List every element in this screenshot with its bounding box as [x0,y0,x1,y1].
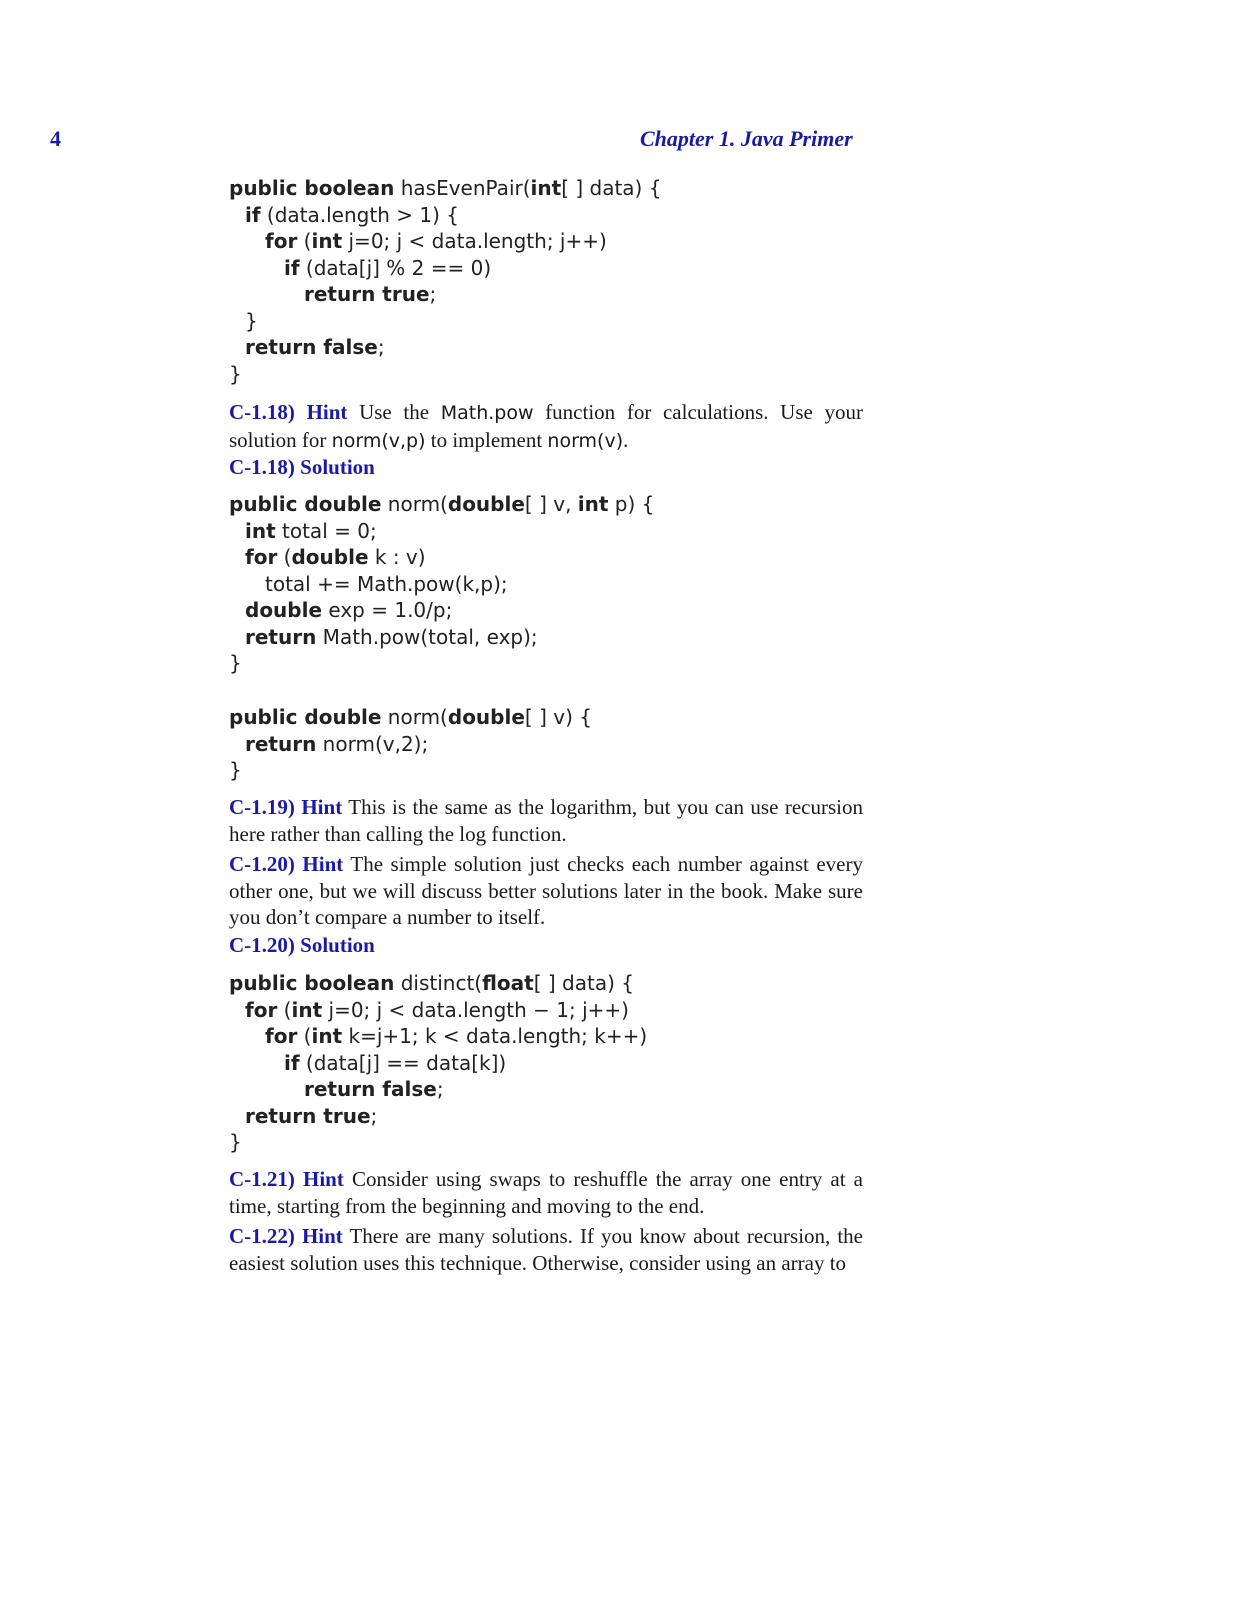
solution-c-1-18 [229,454,863,481]
code-line: int total = 0; [245,518,377,543]
code-line: return true; [245,1103,378,1128]
code-line: if (data[j] == data[k]) [284,1050,507,1075]
hint-c-1-18: C-1.18) Hint Use the Math.pow function for calculations. Use your solution for norm(v,p) to implement norm(v). [229,400,863,452]
code-line: } [245,308,258,333]
hint-c-1-22: C-1.22) Hint There are many solutions. If you know about recursion, the easiest solution uses this technique. Otherwise, consider using an array to [229,1224,863,1275]
code-line: public double norm(double[ ] v, int p) { [229,492,655,516]
code-line: } [229,361,242,386]
code-line: if (data[j] % 2 == 0) [284,255,492,280]
code-line: return Math.pow(total, exp); [245,624,538,649]
code-line: public double norm(double[ ] v) { [229,705,592,729]
code-line: return norm(v,2); [245,731,429,756]
code-line: } [229,758,242,782]
code-block-norm-v [229,704,592,784]
hint-c-1-20: C-1.20) Hint The simple solution just checks each number against every other one, but we will discuss better solutions later in the book. Make sure you don’t compare a number to itself. [229,852,863,929]
solution-label: C-1.18) Solution [229,455,375,479]
code-block-has-even-pair [229,175,661,387]
code-line: } [229,1130,242,1154]
hint-label: C-1.21) Hint [229,1167,344,1191]
code-line: for (double k : v) [245,545,426,569]
code-block-norm-p [229,491,654,677]
code-line: total += Math.pow(k,p); [265,571,508,596]
code-line: public boolean hasEvenPair(int[ ] data) { [229,176,662,200]
page-number: 4 [50,126,61,151]
code-line: if (data.length > 1) { [245,202,459,227]
solution-c-1-20 [229,932,863,959]
code-line: public boolean distinct(float[ ] data) { [229,971,634,995]
code-line: double exp = 1.0/p; [245,598,453,622]
code-line: return true; [304,282,437,306]
code-line: for (int j=0; j < data.length; j++) [265,229,607,253]
code-line: return false; [304,1077,444,1101]
code-line: return false; [245,335,385,359]
hint-label: C-1.19) Hint [229,795,343,819]
solution-label: C-1.20) Solution [229,933,375,957]
hint-c-1-19: C-1.19) Hint This is the same as the logarithm, but you can use recursion here rather than calling the log function. [229,795,864,846]
hint-label: C-1.18) Hint [229,400,348,424]
hint-label: C-1.20) Hint [229,852,344,876]
hint-label: C-1.22) Hint [229,1224,343,1248]
code-block-distinct [229,970,647,1156]
code-line: for (int k=j+1; k < data.length; k++) [265,1024,648,1048]
chapter-title: Chapter 1. Java Primer [640,126,853,151]
hint-c-1-21: C-1.21) Hint Consider using swaps to reshuffle the array one entry at a time, starting from the beginning and moving to the end. [229,1167,863,1218]
code-line: for (int j=0; j < data.length − 1; j++) [245,997,629,1022]
code-line: } [229,651,242,675]
